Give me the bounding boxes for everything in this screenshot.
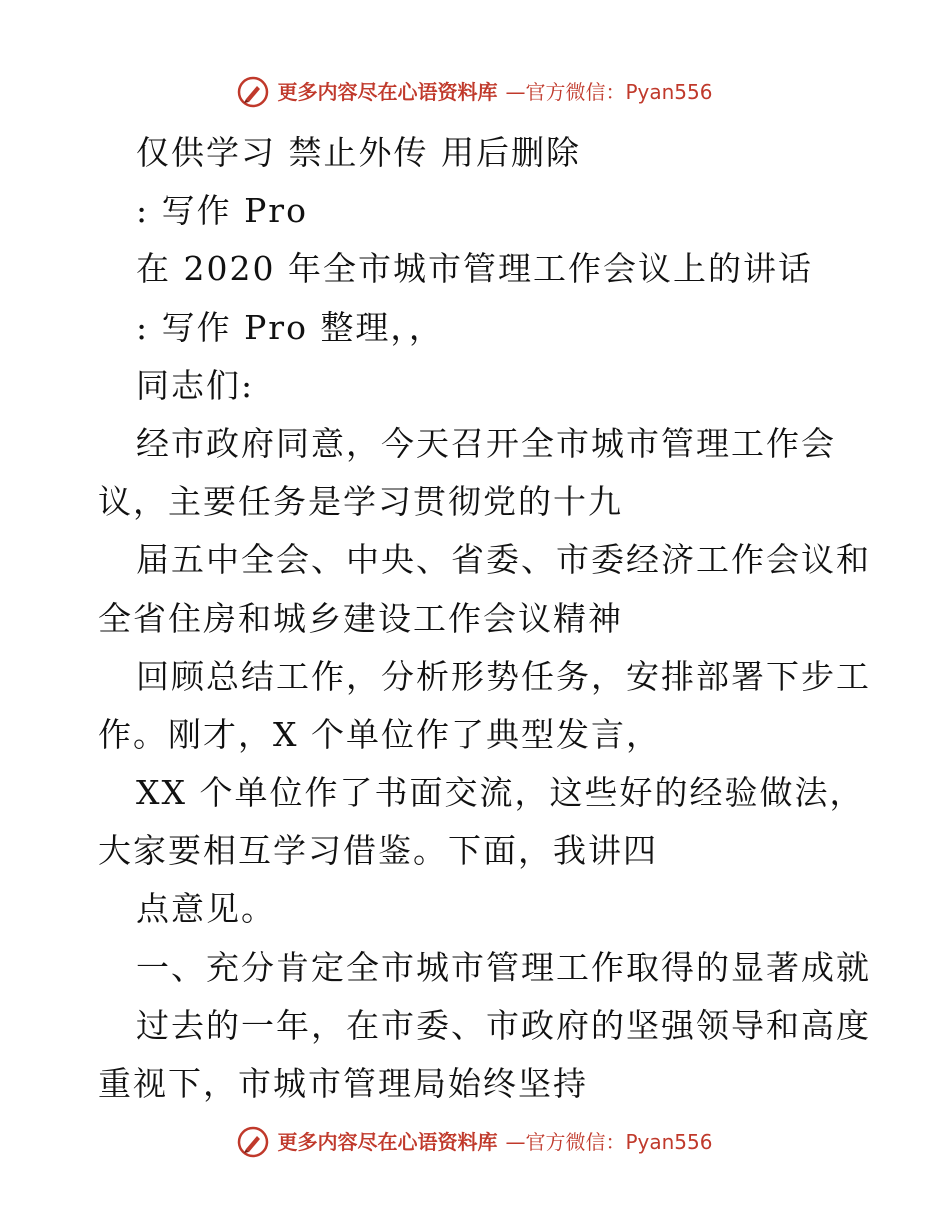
doc-line: 点意见。 [136,889,276,929]
doc-line: 回顾总结工作，分析形势任务，安排部署下步工 [136,656,871,696]
doc-line: XX 个单位作了书面交流，这些好的经验做法， [136,773,865,813]
doc-line: : 写作 Pro 整理，， [136,307,444,347]
doc-title: 在 2020 年全市城市管理工作会议上的讲话 [136,249,813,289]
doc-line: 过去的一年，在市委、市政府的坚强领导和高度 [136,1005,871,1045]
doc-line: 仅供学习 禁止外传 用后删除 [136,133,581,172]
banner-main-text: 更多内容尽在心语资料库 [277,80,498,104]
doc-line: 全省住房和城乡建设工作会议精神 [98,598,623,638]
doc-section-heading: 一、充分肯定全市城市管理工作取得的显著成就 [136,947,871,987]
doc-line: : 写作 Pro [136,191,308,231]
banner-wechat-text: —官方微信：Pyan556 [505,1130,713,1154]
pen-logo-icon [237,1126,269,1158]
banner-wechat-text: —官方微信：Pyan556 [505,80,713,104]
doc-line: 届五中全会、中央、省委、市委经济工作会议和 [136,540,871,580]
banner-main-text: 更多内容尽在心语资料库 [277,1130,498,1154]
doc-line: 经市政府同意，今天召开全市城市管理工作会 [136,423,836,463]
doc-line: 大家要相互学习借鉴。下面，我讲四 [98,831,658,871]
header-banner [0,76,950,108]
doc-line: 重视下，市城市管理局始终坚持 [98,1064,588,1103]
footer-banner [0,1126,950,1158]
doc-salutation: 同志们: [136,365,255,405]
pen-logo-icon [237,76,269,108]
doc-line: 作。刚才，X 个单位作了典型发言， [98,714,661,754]
document-body [98,124,871,1113]
doc-line: 议，主要任务是学习贯彻党的十九 [98,482,623,522]
